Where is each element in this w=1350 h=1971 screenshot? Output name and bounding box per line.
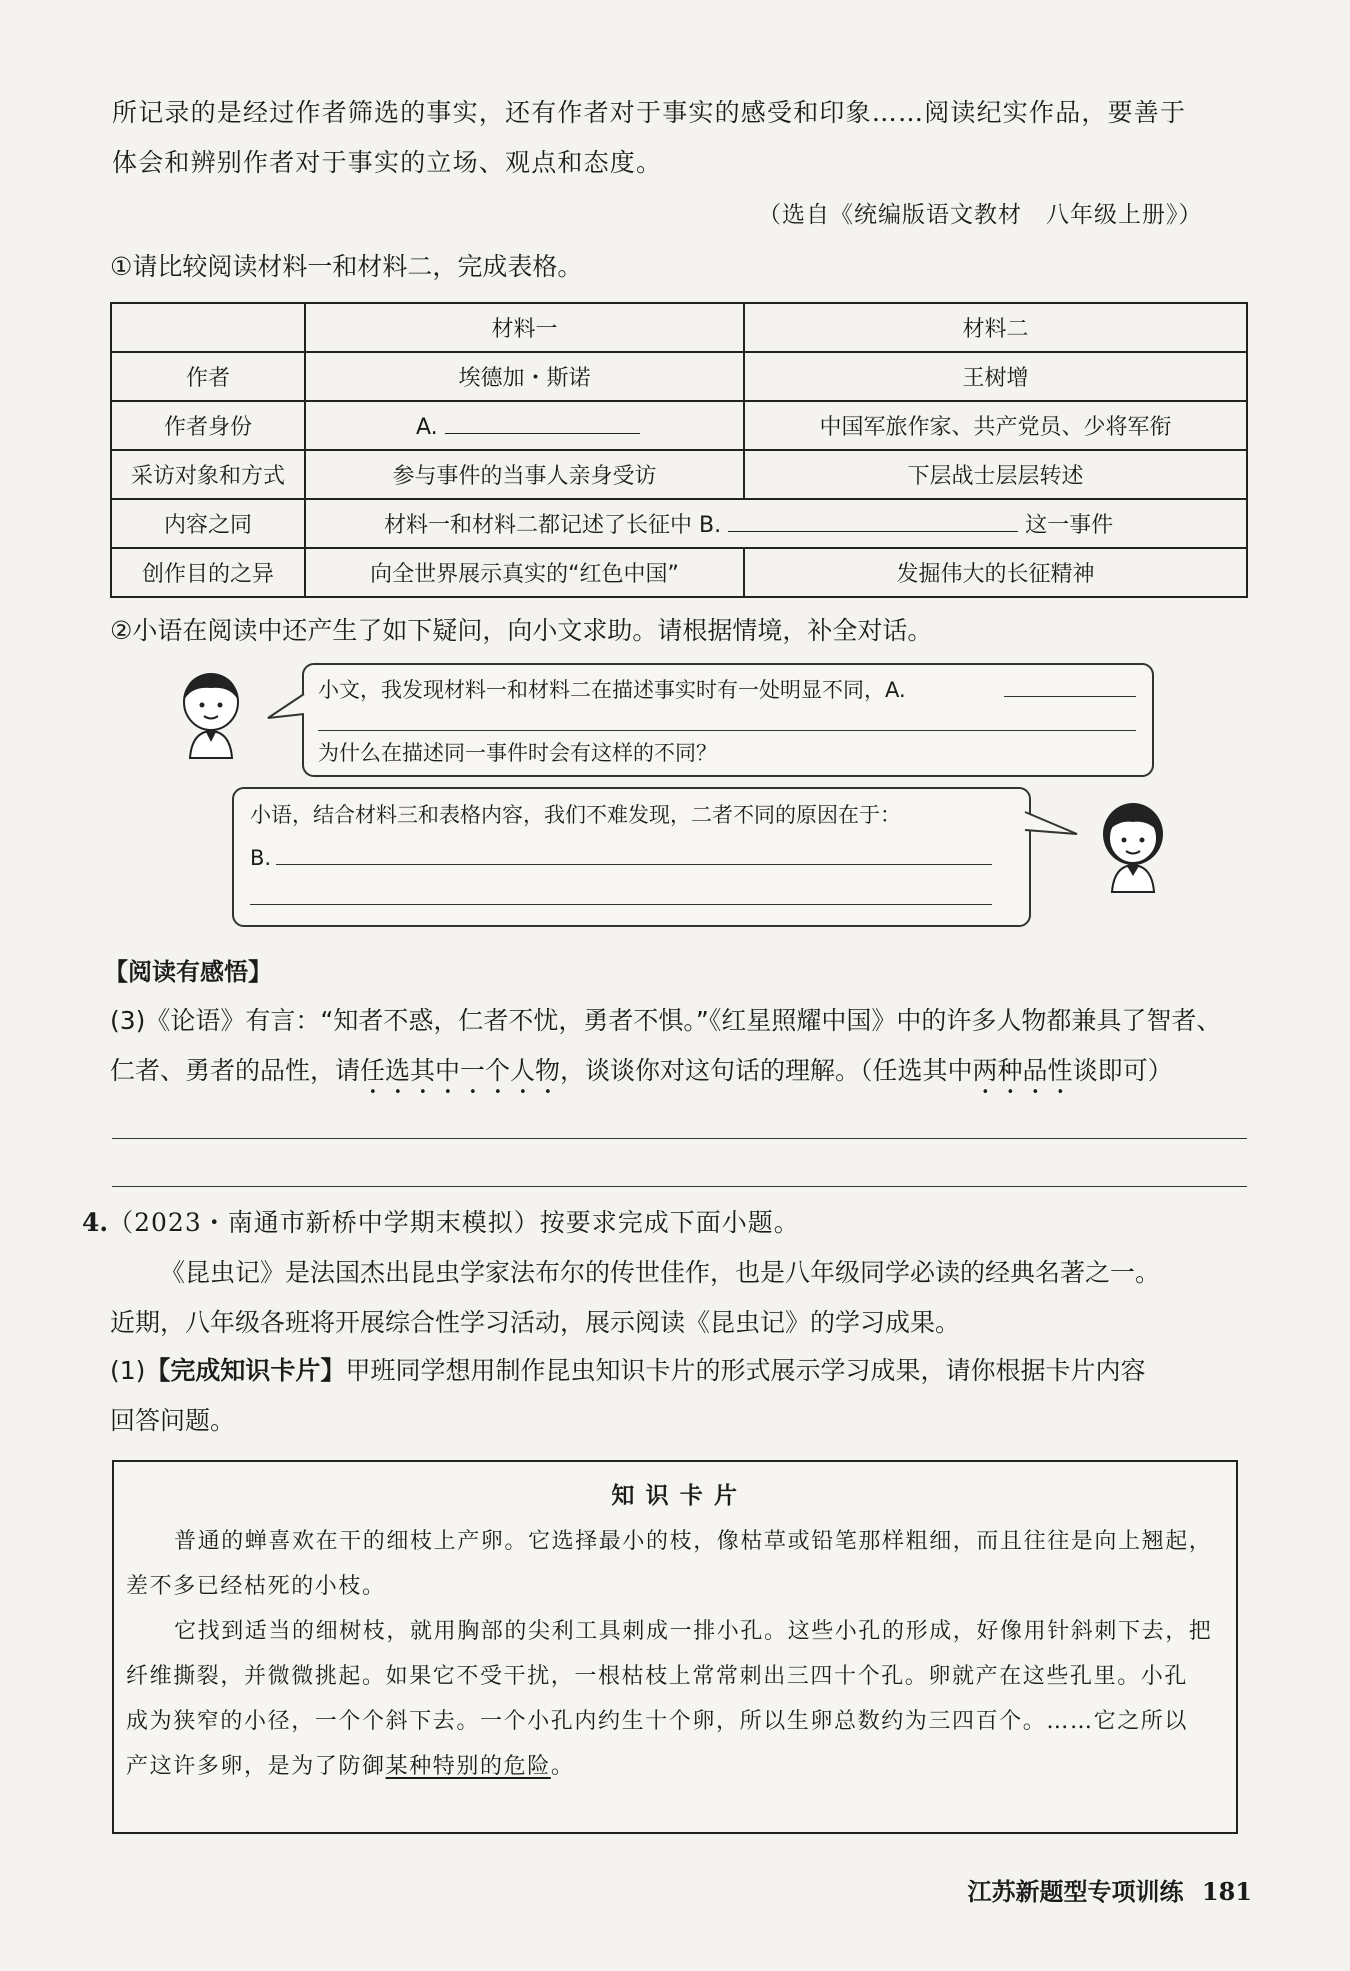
bubble2-label-b: B. bbox=[250, 846, 272, 870]
girl-avatar-icon bbox=[1088, 796, 1178, 894]
answer-line-reflect-1[interactable] bbox=[112, 1138, 1247, 1139]
bubble-tail-right bbox=[1023, 808, 1079, 848]
cell-merged bbox=[305, 499, 1247, 548]
answer-line-dialog-a1[interactable] bbox=[1004, 696, 1136, 697]
merged-prefix: 材料一和材料二都记述了长征中 B. bbox=[384, 513, 722, 538]
q4-number: 4. bbox=[82, 1208, 109, 1237]
table-header-row bbox=[111, 303, 1247, 352]
table-header-cell bbox=[111, 303, 305, 352]
comparison-table bbox=[110, 302, 1248, 598]
cell-m2: 下层战士层层转述 bbox=[744, 450, 1247, 499]
row-label: 内容之同 bbox=[111, 499, 305, 548]
q4-para-2: 近期，八年级各班将开展综合性学习活动，展示阅读《昆虫记》的学习成果。 bbox=[110, 1308, 961, 1337]
q4-header bbox=[82, 1198, 800, 1248]
reflect-text: 谈即可） bbox=[1072, 1056, 1173, 1085]
cell-m2: 中国军旅作家、共产党员、少将军衔 bbox=[744, 401, 1247, 450]
sub1-number: (1) bbox=[110, 1356, 146, 1385]
q4-para-1: 《昆虫记》是法国杰出昆虫学家法布尔的传世佳作，也是八年级同学必读的经典名著之一。 bbox=[160, 1258, 1161, 1287]
cell-m2: 发掘伟大的长征精神 bbox=[744, 548, 1247, 597]
page-number: 181 bbox=[1201, 1877, 1252, 1906]
emphasis-text: 两种品性 bbox=[972, 1056, 1073, 1085]
table-row bbox=[111, 548, 1247, 597]
row-label: 作者身份 bbox=[111, 401, 305, 450]
card-text: 。 bbox=[550, 1754, 575, 1779]
merged-suffix: 这一事件 bbox=[1025, 513, 1114, 538]
answer-blank-b[interactable] bbox=[728, 509, 1018, 532]
q2-prompt: ②小语在阅读中还产生了如下疑问，向小文求助。请根据情境，补全对话。 bbox=[110, 616, 933, 645]
q4-sub1-line2: 回答问题。 bbox=[110, 1406, 236, 1435]
sub1-text: 甲班同学想用制作昆虫知识卡片的形式展示学习成果，请你根据卡片内容 bbox=[345, 1356, 1146, 1385]
q1-prompt: ①请比较阅读材料一和材料二，完成表格。 bbox=[110, 252, 583, 281]
card-line: 成为狭窄的小径，一个个斜下去。一个小孔内约生十个卵，所以生卵总数约为三四百个。……它之所以 bbox=[126, 1709, 1189, 1734]
boy-avatar-icon bbox=[168, 668, 254, 760]
table-row bbox=[111, 352, 1247, 401]
q4-sub1-line1 bbox=[110, 1346, 1145, 1396]
intro-line-1: 所记录的是经过作者筛选的事实，还有作者对于事实的感受和印象……阅读纪实作品，要善于 bbox=[112, 98, 1187, 127]
reflect-line-1: (3)《论语》有言：“知者不惑，仁者不忧，勇者不惧。”《红星照耀中国》中的许多人物都兼具了智者、 bbox=[110, 1006, 1222, 1035]
cell-m1: 参与事件的当事人亲身受访 bbox=[305, 450, 744, 499]
blank-label-a: A. bbox=[416, 415, 438, 440]
card-text: 产这许多卵，是为了防御 bbox=[126, 1754, 386, 1779]
answer-blank-a[interactable] bbox=[445, 411, 640, 434]
cell-m1: 埃德加・斯诺 bbox=[305, 352, 744, 401]
table-row bbox=[111, 499, 1247, 548]
card-title: 知 识 卡 片 bbox=[611, 1483, 739, 1509]
bubble1-line3: 为什么在描述同一事件时会有这样的不同？ bbox=[318, 741, 717, 765]
row-label: 作者 bbox=[111, 352, 305, 401]
row-label: 创作目的之异 bbox=[111, 548, 305, 597]
reflect-text: 仁者、勇者的品性，请 bbox=[110, 1056, 361, 1085]
card-line: 纤维撕裂，并微微挑起。如果它不受干扰，一根枯枝上常常刺出三四十个孔。卵就产在这些孔里。小孔 bbox=[126, 1664, 1189, 1689]
reflect-text: ，谈谈你对这句话的理解。（任选其中 bbox=[560, 1056, 973, 1085]
intro-source: （选自《统编版语文教材 八年级上册》） bbox=[758, 202, 1203, 228]
knowledge-card bbox=[112, 1460, 1238, 1834]
row-label: 采访对象和方式 bbox=[111, 450, 305, 499]
page-footer bbox=[968, 1872, 1252, 1907]
reflect-line-2 bbox=[110, 1046, 1173, 1100]
table-row bbox=[111, 401, 1247, 450]
q4-title: （2023・南通市新桥中学期末模拟）按要求完成下面小题。 bbox=[108, 1208, 800, 1237]
sub1-tag: 【完成知识卡片】 bbox=[145, 1356, 346, 1385]
card-line: 普通的蝉喜欢在干的细枝上产卵。它选择最小的枝，像枯草或铅笔那样粗细，而且往往是向上翘起， bbox=[174, 1529, 1213, 1554]
emphasis-text: 任选其中一个人物 bbox=[360, 1056, 561, 1085]
cell-m1 bbox=[305, 401, 744, 450]
bubble2-line1: 小语，结合材料三和表格内容，我们不难发现，二者不同的原因在于： bbox=[250, 803, 901, 827]
answer-line-dialog-b2[interactable] bbox=[250, 904, 992, 905]
book-title: 江苏新题型专项训练 bbox=[967, 1878, 1184, 1906]
reflect-heading: 【阅读有感悟】 bbox=[104, 958, 272, 986]
table-row bbox=[111, 450, 1247, 499]
cell-m2: 王树增 bbox=[744, 352, 1247, 401]
answer-line-reflect-2[interactable] bbox=[112, 1186, 1247, 1187]
underlined-phrase: 某种特别的危险 bbox=[385, 1754, 551, 1779]
bubble1-line1: 小文，我发现材料一和材料二在描述事实时有一处明显不同，A. bbox=[318, 678, 906, 702]
bubble-tail-left bbox=[266, 690, 306, 730]
table-header-cell: 材料一 bbox=[305, 303, 744, 352]
intro-line-2: 体会和辨别作者对于事实的立场、观点和态度。 bbox=[112, 148, 663, 177]
card-line bbox=[126, 1744, 574, 1789]
card-line: 差不多已经枯死的小枝。 bbox=[126, 1574, 386, 1599]
answer-line-dialog-b1[interactable] bbox=[276, 864, 992, 865]
answer-line-dialog-a2[interactable] bbox=[318, 730, 1136, 731]
cell-m1: 向全世界展示真实的“红色中国” bbox=[305, 548, 744, 597]
card-line: 它找到适当的细树枝，就用胸部的尖利工具刺成一排小孔。这些小孔的形成，好像用针斜刺下去，把 bbox=[174, 1619, 1213, 1644]
table-header-cell: 材料二 bbox=[744, 303, 1247, 352]
